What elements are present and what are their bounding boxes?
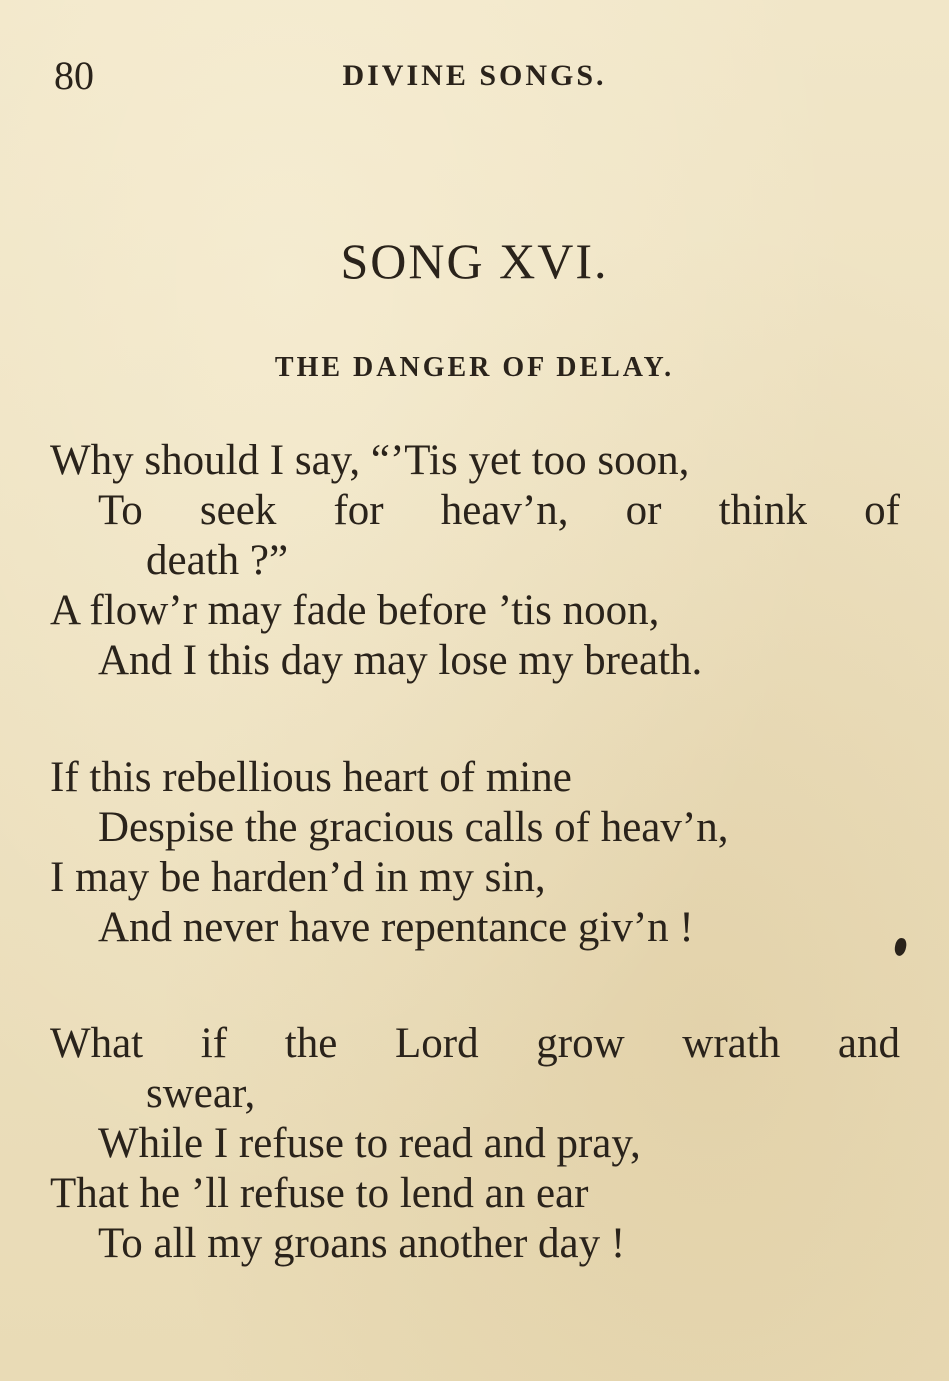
verse-line: And I this day may lose my breath.	[98, 637, 703, 684]
verse-line: What if the Lord grow wrath and	[50, 1020, 900, 1067]
verse-line: And never have repentance giv’n !	[98, 904, 694, 951]
page-header	[0, 48, 949, 104]
song-subtitle: THE DANGER OF DELAY.	[274, 352, 675, 383]
verse-line: If this rebellious heart of mine	[50, 754, 572, 801]
verse-line: To all my groans another day !	[98, 1220, 626, 1267]
verse-line: That he ’ll refuse to lend an ear	[50, 1170, 589, 1217]
running-head: DIVINE SONGS.	[342, 59, 607, 92]
song-title: SONG XVI.	[340, 233, 609, 289]
verse-line: A flow’r may fade before ’tis noon,	[50, 587, 660, 634]
verse-line: death ?”	[146, 537, 289, 584]
verse-line: To seek for heav’n, or think of	[98, 487, 900, 534]
stanza-2	[50, 753, 900, 953]
stanza-1	[50, 436, 900, 686]
verse-line: While I refuse to read and pray,	[98, 1120, 641, 1167]
verse-line: Despise the gracious calls of heav’n,	[98, 804, 729, 851]
verse-line: swear,	[146, 1070, 256, 1117]
stanza-3	[50, 1019, 900, 1269]
verse-line: Why should I say, “’Tis yet too soon,	[50, 437, 690, 484]
page-number: 80	[54, 53, 94, 98]
verse-line: I may be harden’d in my sin,	[50, 854, 546, 901]
